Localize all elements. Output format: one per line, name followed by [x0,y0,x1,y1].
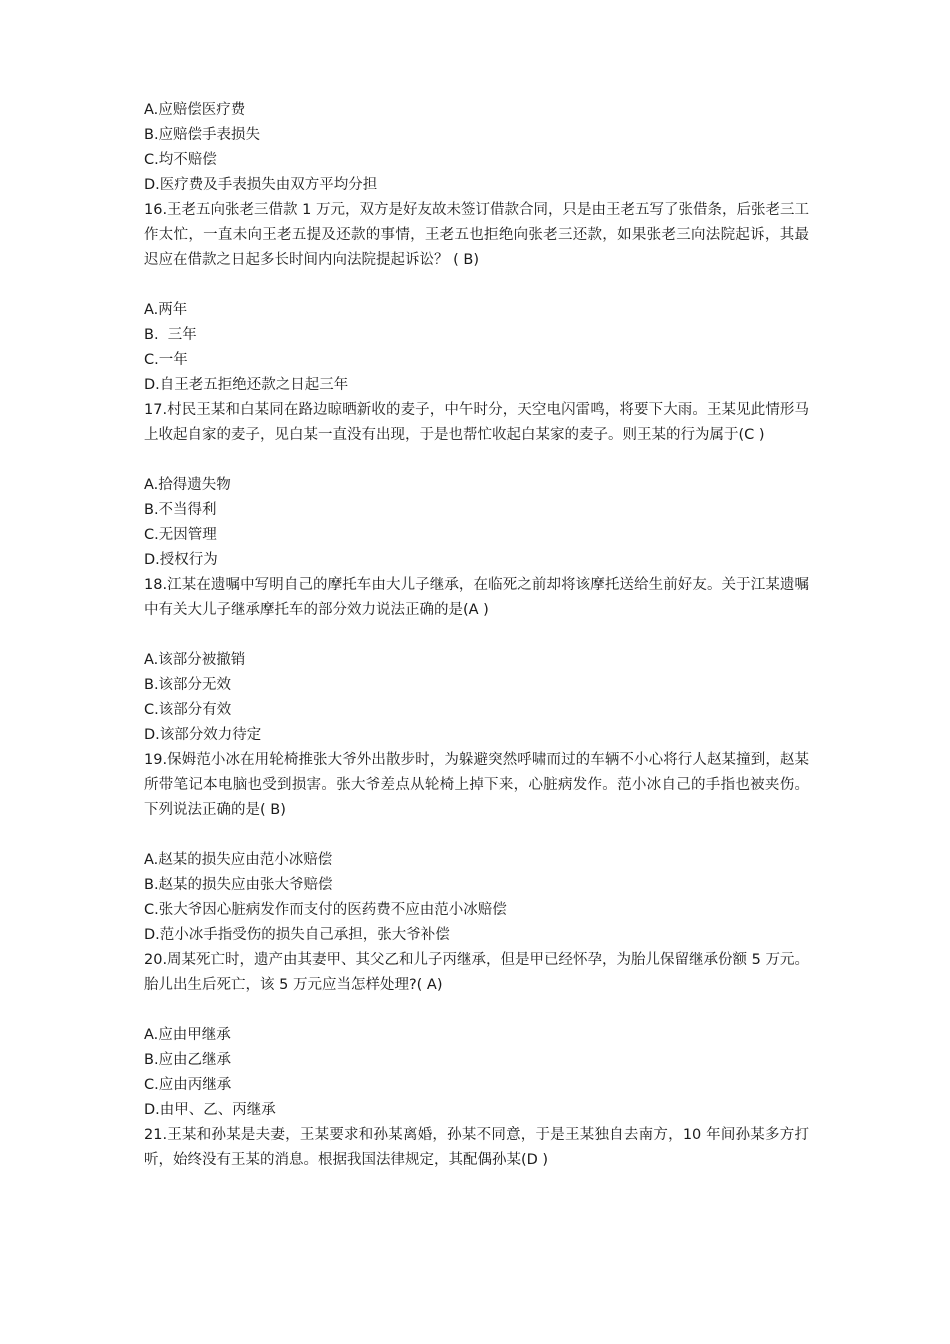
question-15-options [144,98,809,198]
option-d: D.范小冰手指受伤的损失自己承担，张大爷补偿 [144,927,450,943]
document-page [144,98,809,1173]
option-d: D.由甲、乙、丙继承 [144,1102,276,1118]
option-d: D.自王老五拒绝还款之日起三年 [144,377,349,393]
question-16 [144,198,809,398]
option-a: A.应赔偿医疗费 [144,102,246,118]
option-a: A.应由甲继承 [144,1027,231,1043]
question-19 [144,748,809,948]
option-b: B. 三年 [144,327,197,343]
question-stem: 21.王某和孙某是夫妻，王某要求和孙某离婚，孙某不同意，于是王某独自去南方，10 年间孙某多方打听，始终没有王某的消息。根据我国法律规定，其配偶孙某(D ) [144,1127,809,1168]
blank-line [144,823,809,848]
option-b: B.应由乙继承 [144,1052,232,1068]
option-c: C.一年 [144,352,188,368]
blank-line [144,273,809,298]
question-17 [144,398,809,573]
option-c: C.均不赔偿 [144,152,217,168]
question-stem: 18.江某在遗嘱中写明自己的摩托车由大儿子继承，在临死之前却将该摩托送给生前好友。关于江某遗嘱中有关大儿子继承摩托车的部分效力说法正确的是(A ) [144,577,809,618]
blank-line [144,998,809,1023]
question-21 [144,1123,809,1173]
option-a: A.该部分被撤销 [144,652,246,668]
option-c: C.应由丙继承 [144,1077,232,1093]
option-c: C.张大爷因心脏病发作而支付的医药费不应由范小冰赔偿 [144,902,507,918]
option-d: D.授权行为 [144,552,218,568]
option-c: C.该部分有效 [144,702,232,718]
option-d: D.该部分效力待定 [144,727,262,743]
option-a: A.赵某的损失应由范小冰赔偿 [144,852,333,868]
option-c: C.无因管理 [144,527,217,543]
option-b: B.该部分无效 [144,677,232,693]
question-stem: 20.周某死亡时，遗产由其妻甲、其父乙和儿子丙继承，但是甲已经怀孕，为胎儿保留继承份额 5 万元。胎儿出生后死亡，该 5 万元应当怎样处理?( A) [144,952,809,993]
question-stem: 17.村民王某和白某同在路边晾晒新收的麦子，中午时分，天空电闪雷鸣，将要下大雨。王某见此情形马上收起自家的麦子，见白某一直没有出现，于是也帮忙收起白某家的麦子。则王某的行为属于(C ) [144,402,809,443]
option-a: A.拾得遗失物 [144,477,231,493]
option-b: B.赵某的损失应由张大爷赔偿 [144,877,333,893]
option-b: B.不当得利 [144,502,217,518]
question-20 [144,948,809,1123]
question-stem: 19.保姆范小冰在用轮椅推张大爷外出散步时，为躲避突然呼啸而过的车辆不小心将行人赵某撞到，赵某所带笔记本电脑也受到损害。张大爷差点从轮椅上掉下来，心脏病发作。范小冰自己的手指也被夹伤。下列说法正确的是( B) [144,752,809,818]
question-stem: 16.王老五向张老三借款 1 万元，双方是好友故未签订借款合同，只是由王老五写了张借条，后张老三工作太忙，一直未向王老五提及还款的事情，王老五也拒绝向张老三还款，如果张老三向法院起诉，其最迟应在借款之日起多长时间内向法院提起诉讼？ ( B) [144,202,809,268]
option-b: B.应赔偿手表损失 [144,127,261,143]
question-18 [144,573,809,748]
option-d: D.医疗费及手表损失由双方平均分担 [144,177,378,193]
blank-line [144,448,809,473]
option-a: A.两年 [144,302,188,318]
blank-line [144,623,809,648]
